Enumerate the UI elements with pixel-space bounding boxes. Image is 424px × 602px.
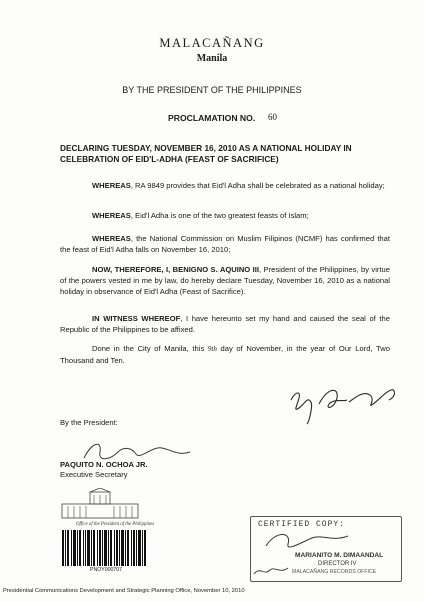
proclamation-label: PROCLAMATION NO. bbox=[168, 113, 256, 123]
paragraph-lead: NOW, THEREFORE, I, BENIGNO S. AQUINO III bbox=[92, 265, 259, 274]
stamp-office: MALACAÑANG RECORDS OFFICE bbox=[292, 569, 377, 575]
barcode bbox=[62, 530, 148, 566]
issuer-heading: BY THE PRESIDENT OF THE PHILIPPINES bbox=[122, 85, 302, 95]
stamp-officer-position: DIRECTOR IV bbox=[318, 561, 357, 567]
malacanang-palace-emblem bbox=[60, 488, 140, 522]
president-signature bbox=[285, 382, 405, 427]
secretary-position: Executive Secretary bbox=[60, 470, 128, 479]
paragraph-text: , President of the Philippines, by virtue of the powers vested in me by law, do hereby declare Tuesday, November 16, 2010 as a national holiday in observance of Eid'l Adha (Feast of Sacrifice). bbox=[60, 265, 390, 297]
paragraph-text: , the National Commission on Muslim Filipinos (NCMF) has confirmed that the feast of Eid'l Adha falls on November 16, 2010; bbox=[60, 234, 390, 255]
barcode-number: PNOY000707 bbox=[90, 567, 123, 573]
paragraph-lead: IN WITNESS WHEREOF bbox=[92, 314, 181, 323]
paragraph-text: Done in the City of Manila, this bbox=[92, 344, 208, 353]
paragraph-lead: WHEREAS bbox=[92, 234, 131, 243]
paragraph-text: , I have hereunto set my hand and caused the seal of the Republic of the Philippines to be affixed. bbox=[60, 314, 390, 335]
secretary-name: PAQUITO N. OCHOA JR. bbox=[60, 460, 148, 469]
stamp-initials bbox=[252, 564, 292, 578]
office-heading: MALACAÑANG bbox=[159, 36, 265, 50]
footer-note: Presidential Communications Development and Strategic Planning Office, November 10, 2010 bbox=[3, 588, 245, 594]
paragraph-whereas-3 bbox=[60, 233, 390, 255]
barcode-caption: Office of the President of the Philippines bbox=[76, 522, 155, 527]
paragraph-whereas-2 bbox=[60, 210, 390, 221]
by-the-president: By the President: bbox=[60, 418, 118, 427]
paragraph-now-therefore bbox=[60, 264, 390, 298]
paragraph-done bbox=[60, 343, 390, 366]
paragraph-whereas-1 bbox=[60, 180, 390, 191]
stamp-officer-name: MARIANITO M. DIMAANDAL bbox=[295, 552, 384, 559]
paragraph-text: , Eid'l Adha is one of the two greatest feasts of Islam; bbox=[130, 211, 309, 220]
city-heading: Manila bbox=[196, 53, 228, 64]
paragraph-witness bbox=[60, 313, 390, 335]
paragraph-lead: WHEREAS bbox=[92, 181, 131, 190]
proclamation-number: 60 bbox=[268, 112, 277, 122]
stamp-signature bbox=[262, 528, 362, 554]
paragraph-text: , RA 9849 provides that Eid'l Adha shall be celebrated as a national holiday; bbox=[130, 181, 385, 190]
handwritten-day: 9th bbox=[207, 345, 217, 353]
paragraph-lead: WHEREAS bbox=[92, 211, 131, 220]
paragraph-text: day of November, in the year of Our Lord, Two Thousand and Ten. bbox=[60, 344, 390, 366]
stamp-title: CERTIFIED COPY: bbox=[258, 520, 346, 529]
proclamation-title: DECLARING TUESDAY, NOVEMBER 16, 2010 AS A NATIONAL HOLIDAY IN CELEBRATION OF EID'L-ADHA (FEAST OF SACRIFICE) bbox=[60, 143, 352, 164]
